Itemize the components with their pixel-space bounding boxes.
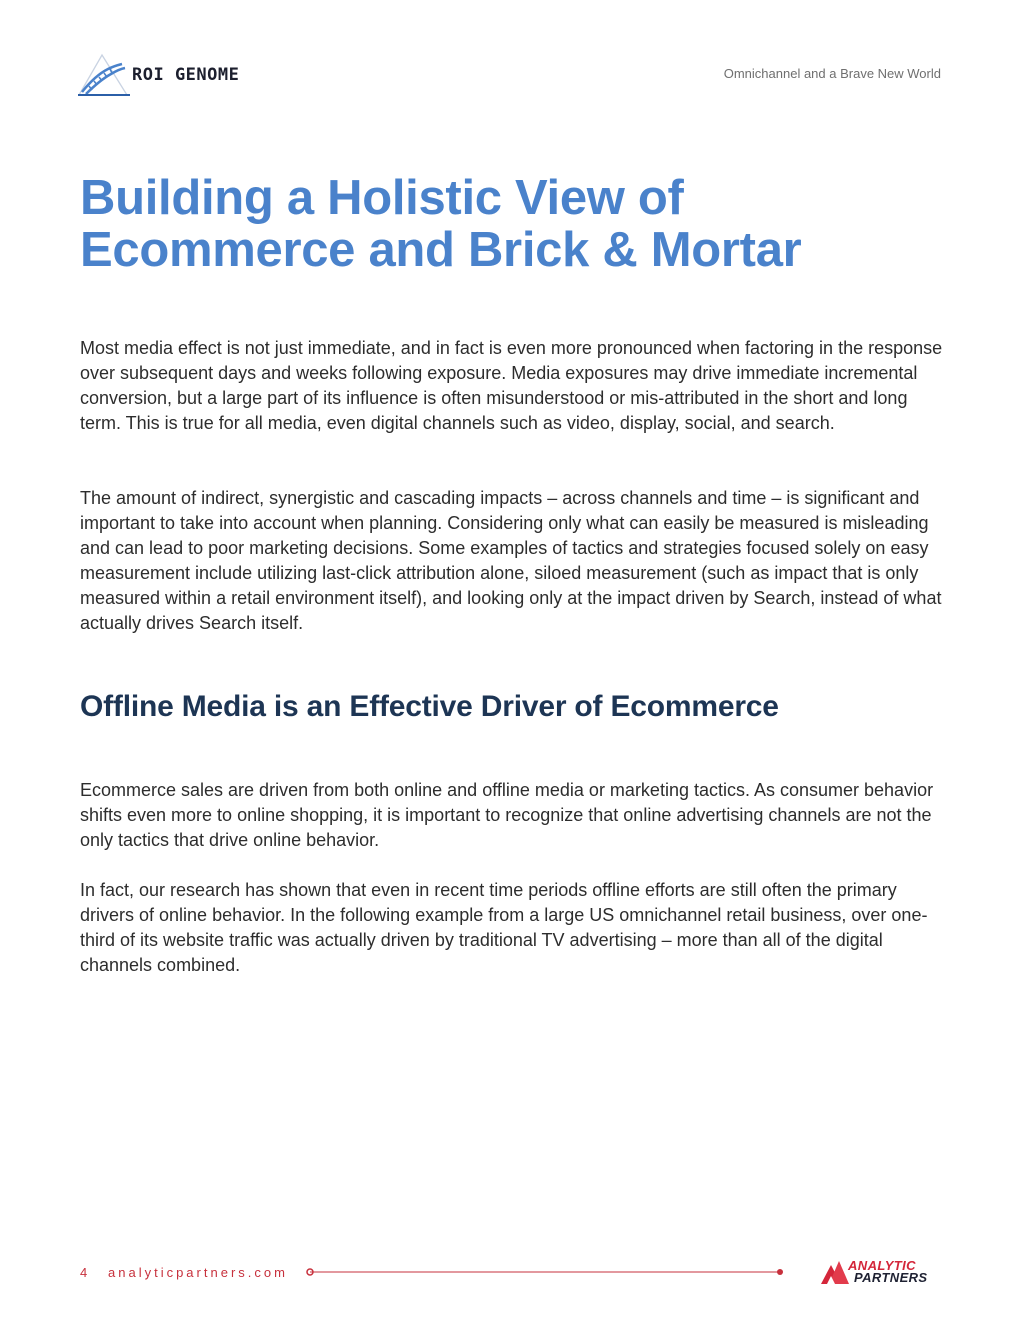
page-number: 4: [80, 1265, 88, 1280]
brand-line-2: PARTNERS: [854, 1270, 928, 1285]
intro-paragraph-2: The amount of indirect, synergistic and cascading impacts – across channels and time – is significant and important to take into account when planning. Considering only what can easily be measured is misleading and can lead to poor marketing decisions. Some examples of tactics and strategies focused solely on easy measurement include utilizing last-click attribution alone, siloed measurement (such as impact that is only measured within a retail environment itself), and looking only at the impact driven by Search, instead of what actually drives Search itself.: [80, 488, 942, 633]
document-title: Omnichannel and a Brave New World: [723, 66, 941, 81]
footer-divider: [305, 1266, 785, 1278]
roi-genome-logo: [78, 52, 248, 98]
page-title-line-1: Building a Holistic View of: [80, 171, 684, 225]
analytic-partners-logo: [820, 1258, 944, 1286]
logo-text: ROI GENOME: [132, 65, 240, 85]
section-paragraph-2: In fact, our research has shown that even in recent time periods offline efforts are still often the primary drivers of online behavior. In the following example from a large US omnichannel retail business, over one-third of its website traffic was actually driven by traditional TV advertising – more than all of the digital channels combined.: [80, 880, 928, 975]
page-title: [80, 172, 960, 276]
section-heading: Offline Media is an Effective Driver of Ecommerce: [80, 690, 779, 723]
dna-triangle-icon: [78, 52, 130, 98]
page-title-line-2: Ecommerce and Brick & Mortar: [80, 223, 802, 277]
section-paragraph-1: Ecommerce sales are driven from both online and offline media or marketing tactics. As consumer behavior shifts even more to online shopping, it is important to recognize that online advertising channels are not the only tactics that drive online behavior.: [80, 780, 934, 850]
brand-line-1: ANALYTIC: [848, 1258, 916, 1273]
intro-paragraph-1: Most media effect is not just immediate, and in fact is even more pronounced when factoring in the response over subsequent days and weeks following exposure. Media exposures may drive immediate incremental conversion, but a large part of its influence is often misunderstood or mis-attributed in the short and long term. This is true for all media, even digital channels such as video, display, social, and search.: [80, 338, 943, 433]
footer-url[interactable]: analyticpartners.com: [108, 1265, 288, 1280]
